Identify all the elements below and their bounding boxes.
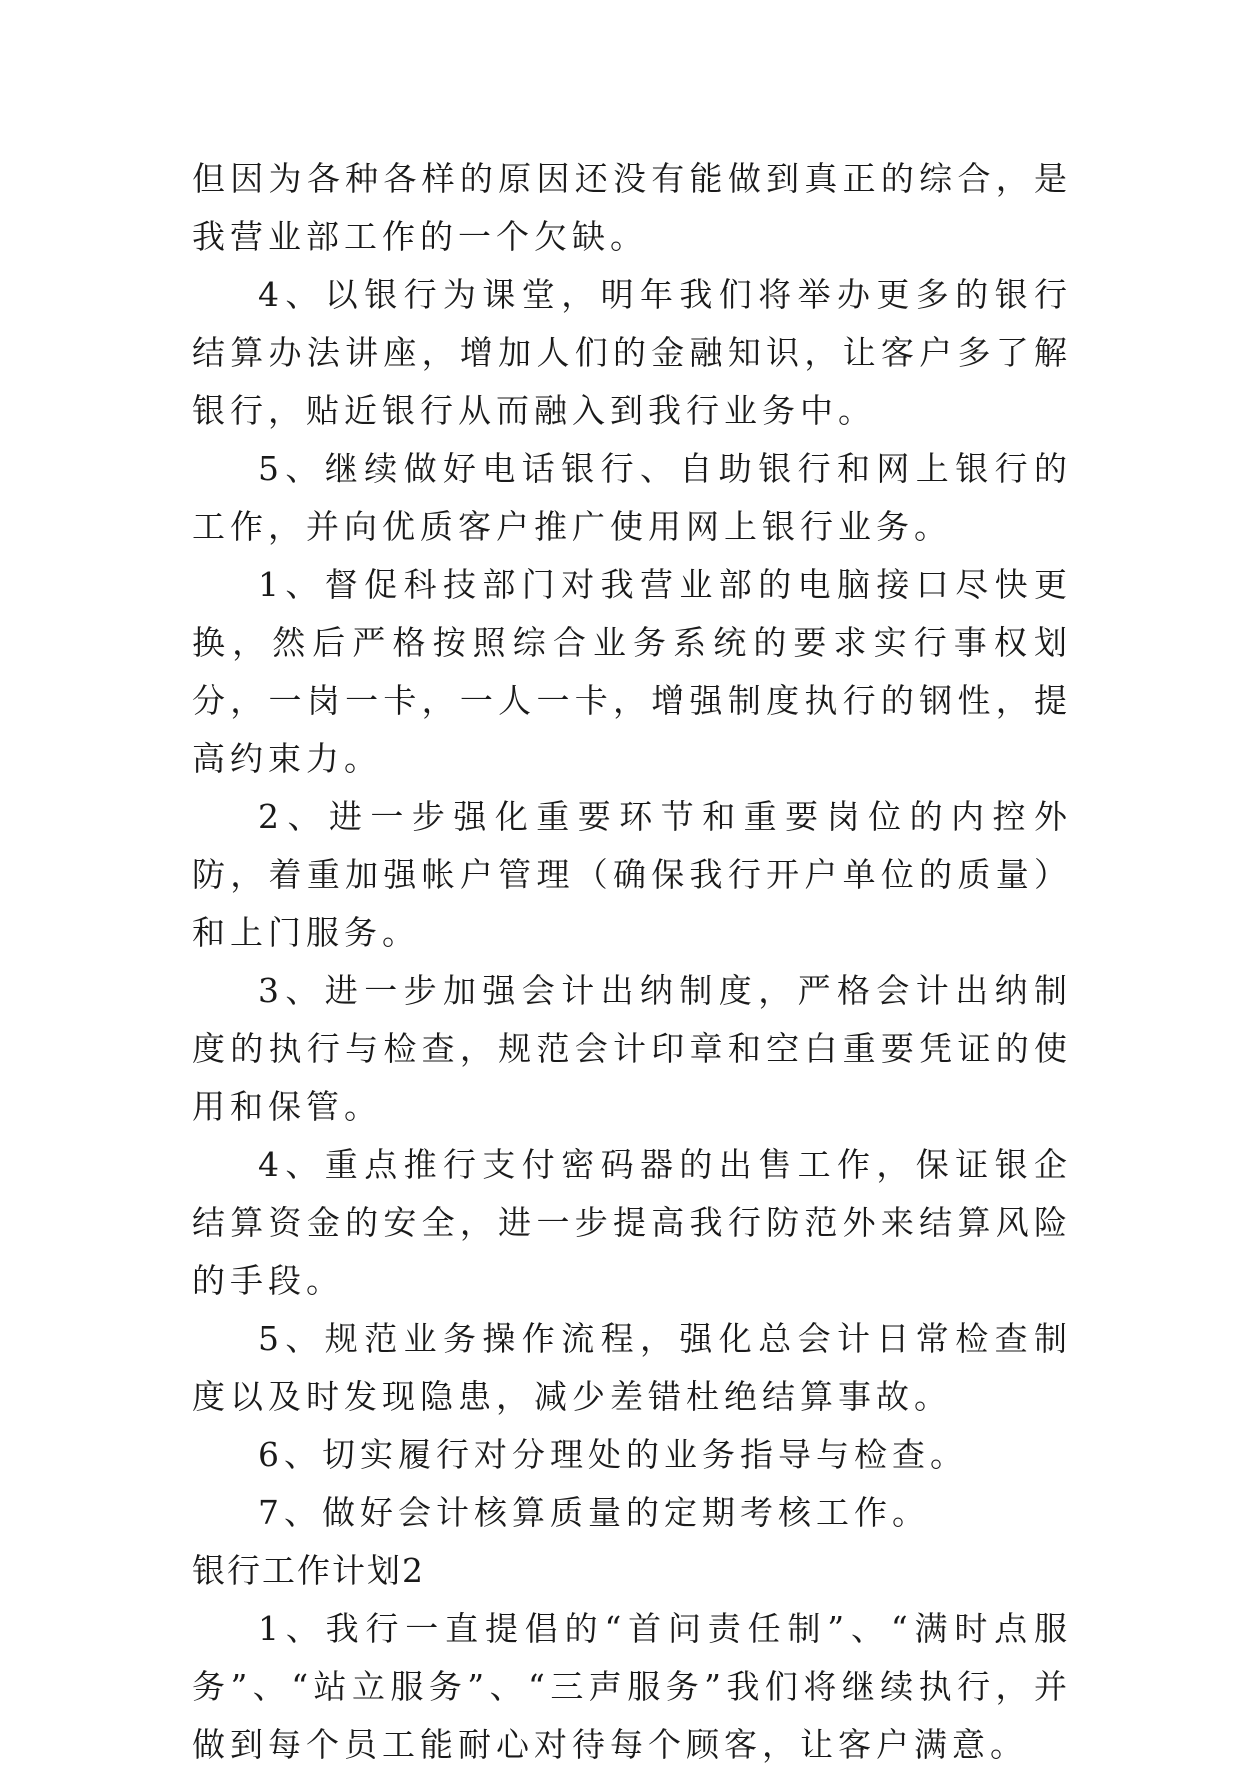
paragraph: 7、做好会计核算质量的定期考核工作。 bbox=[258, 1493, 930, 1532]
paragraph: 5、继续做好电话银行、自助银行和网上银行的工作，并向优质客户推广使用网上银行业务。 bbox=[192, 449, 1072, 546]
paragraph: 但因为各种各样的原因还没有能做到真正的综合，是我营业部工作的一个欠缺。 bbox=[192, 159, 1072, 256]
paragraph: 6、切实履行对分理处的业务指导与检查。 bbox=[258, 1435, 968, 1474]
section-heading: 银行工作计划2 bbox=[192, 1551, 425, 1590]
paragraph: 1、我行一直提倡的“首问责任制”、“满时点服务”、“站立服务”、“三声服务”我们将继续执行，并做到每个员工能耐心对待每个顾客，让客户满意。 bbox=[192, 1609, 1072, 1764]
paragraph: 2、进一步强化重要环节和重要岗位的内控外防，着重加强帐户管理（确保我行开户单位的质量）和上门服务。 bbox=[192, 797, 1072, 952]
paragraph: 5、规范业务操作流程，强化总会计日常检查制度以及时发现隐患，减少差错杜绝结算事故。 bbox=[192, 1319, 1072, 1416]
document-body bbox=[192, 150, 1072, 1774]
paragraph: 1、督促科技部门对我营业部的电脑接口尽快更换，然后严格按照综合业务系统的要求实行事权划分，一岗一卡，一人一卡，增强制度执行的钢性，提高约束力。 bbox=[192, 565, 1072, 778]
paragraph: 4、重点推行支付密码器的出售工作，保证银企结算资金的安全，进一步提高我行防范外来结算风险的手段。 bbox=[192, 1145, 1072, 1300]
paragraph: 4、以银行为课堂，明年我们将举办更多的银行结算办法讲座，增加人们的金融知识，让客户多了解银行，贴近银行从而融入到我行业务中。 bbox=[192, 275, 1072, 430]
paragraph: 3、进一步加强会计出纳制度，严格会计出纳制度的执行与检查，规范会计印章和空白重要凭证的使用和保管。 bbox=[192, 971, 1072, 1126]
